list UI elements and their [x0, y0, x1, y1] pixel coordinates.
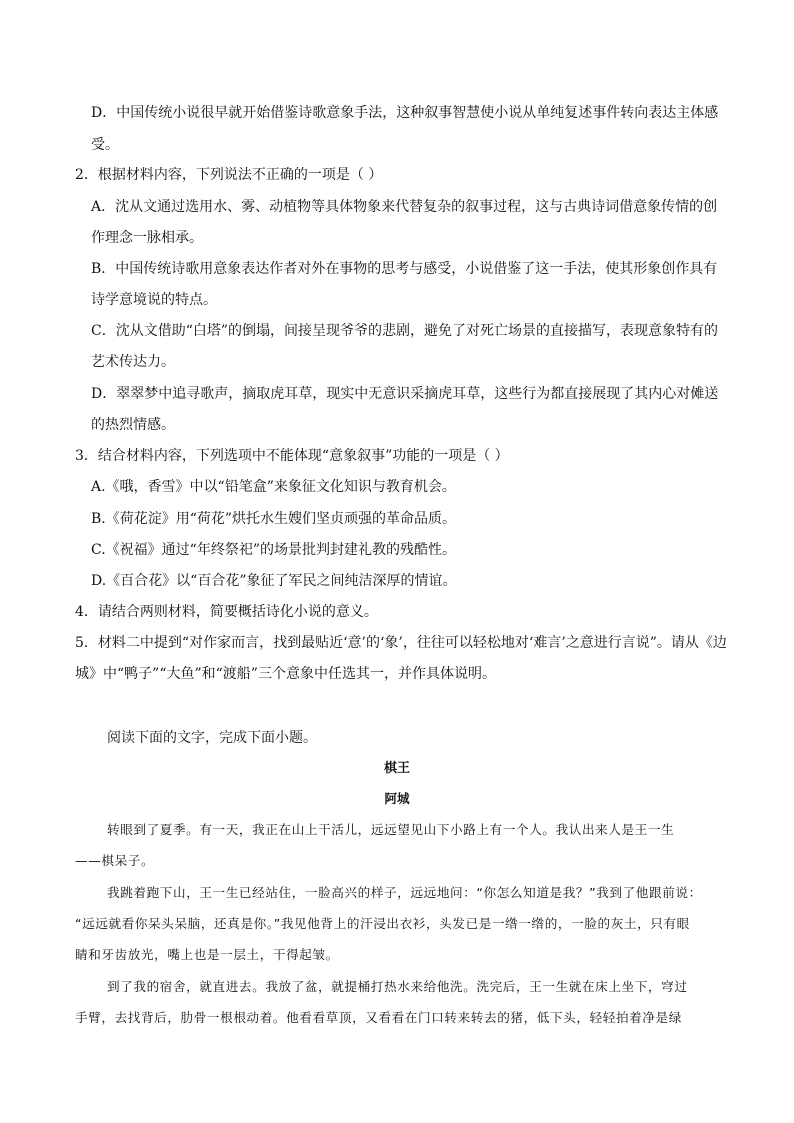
q3-option-b: B.《荷花淀》用“荷花”烘托水生嫂们坚贞顽强的革命品质。 — [91, 511, 457, 527]
reading-instruction: 阅读下面的文字，完成下面小题。 — [107, 730, 317, 746]
q1-option-d-line1: D．中国传统小说很早就开始借鉴诗歌意象手法，这种叙事智慧使小说从单纯复述事件转向表达主体感 — [91, 105, 719, 121]
q2-stem: 2．根据材料内容，下列说法不正确的一项是（ ） — [75, 167, 383, 183]
q3-stem: 3．结合材料内容，下列选项中不能体现“意象叙事”功能的一项是（ ） — [75, 448, 509, 464]
passage-author: 阿城 — [384, 791, 410, 806]
q2-option-c-line1: C．沈从文借助“白塔”的倒塌，间接呈现爷爷的悲剧，避免了对死亡场景的直接描写，表现意象特有的 — [91, 323, 719, 339]
q5-stem-line1: 5．材料二中提到“对作家而言，找到最贴近‘意’的‘象’，往往可以轻松地对‘难言’之意进行言说”。请从《边 — [75, 635, 727, 651]
passage-paragraph-1-line2: ——棋呆子。 — [75, 853, 155, 868]
q2-option-d-line1: D．翠翠梦中追寻歌声，摘取虎耳草，现实中无意识采摘虎耳草，这些行为都直接展现了其内心对傩送 — [91, 386, 719, 402]
passage-paragraph-3-line1: 到了我的宿舍，就直进去。我放了盆，就提桶打热水来给他洗。洗完后，王一生就在床上坐下，穹过 — [107, 979, 688, 994]
q5-stem-line2: 城》中“鸭子”“大鱼”和“渡船”三个意象中任选其一，并作具体说明。 — [75, 666, 496, 682]
q3-option-a: A.《哦，香雪》中以“铅笔盒”来象征文化知识与教育机会。 — [91, 479, 456, 495]
q2-option-b-line1: B．中国传统诗歌用意象表达作者对外在事物的思考与感受，小说借鉴了这一手法，使其形象创作具有 — [91, 261, 718, 277]
passage-paragraph-2-line3: 睛和牙齿放光，嘴上也是一层土，干得起皱。 — [75, 947, 339, 962]
q2-option-b-line2: 诗学意境说的特点。 — [91, 292, 217, 308]
q2-option-a-line2: 作理念一脉相承。 — [91, 230, 203, 246]
q2-option-a-line1: A．沈从文通过选用水、雾、动植物等具体物象来代替复杂的叙事过程，这与古典诗词借意象传情的创 — [91, 199, 718, 215]
passage-paragraph-2-line1: 我跳着跑下山，王一生已经站住，一脸高兴的样子，远远地问：“你怎么知道是我？”我到了他跟前说： — [107, 885, 702, 900]
q3-option-d: D.《百合花》以“百合花”象征了军民之间纯洁深厚的情谊。 — [91, 573, 457, 589]
q2-option-c-line2: 艺术传达力。 — [91, 354, 175, 370]
passage-title: 棋王 — [383, 761, 410, 776]
q3-option-c: C.《祝福》通过“年终祭祀”的场景批判封建礼教的残酷性。 — [91, 542, 456, 558]
passage-paragraph-3-line2: 手臂，去找背后，肋骨一根根动着。他看看草顶，又看看在门口转来转去的猪，低下头，轻轻拍着净是绿 — [75, 1010, 682, 1025]
q2-option-d-line2: 的热烈情感。 — [91, 417, 175, 433]
passage-paragraph-1-line1: 转眼到了夏季。有一天，我正在山上干活儿，远远望见山下小路上有一个人。我认出来人是王一生 — [107, 822, 675, 837]
q4-stem: 4．请结合两则材料，简要概括诗化小说的意义。 — [75, 604, 378, 620]
passage-paragraph-2-line2: “远远就看你呆头呆脑，还真是你。”我见他背上的汗浸出衣衫，头发已是一绺一绺的，一脸的灰土，只有眼 — [75, 916, 690, 931]
q1-option-d-line2: 受。 — [91, 137, 119, 153]
